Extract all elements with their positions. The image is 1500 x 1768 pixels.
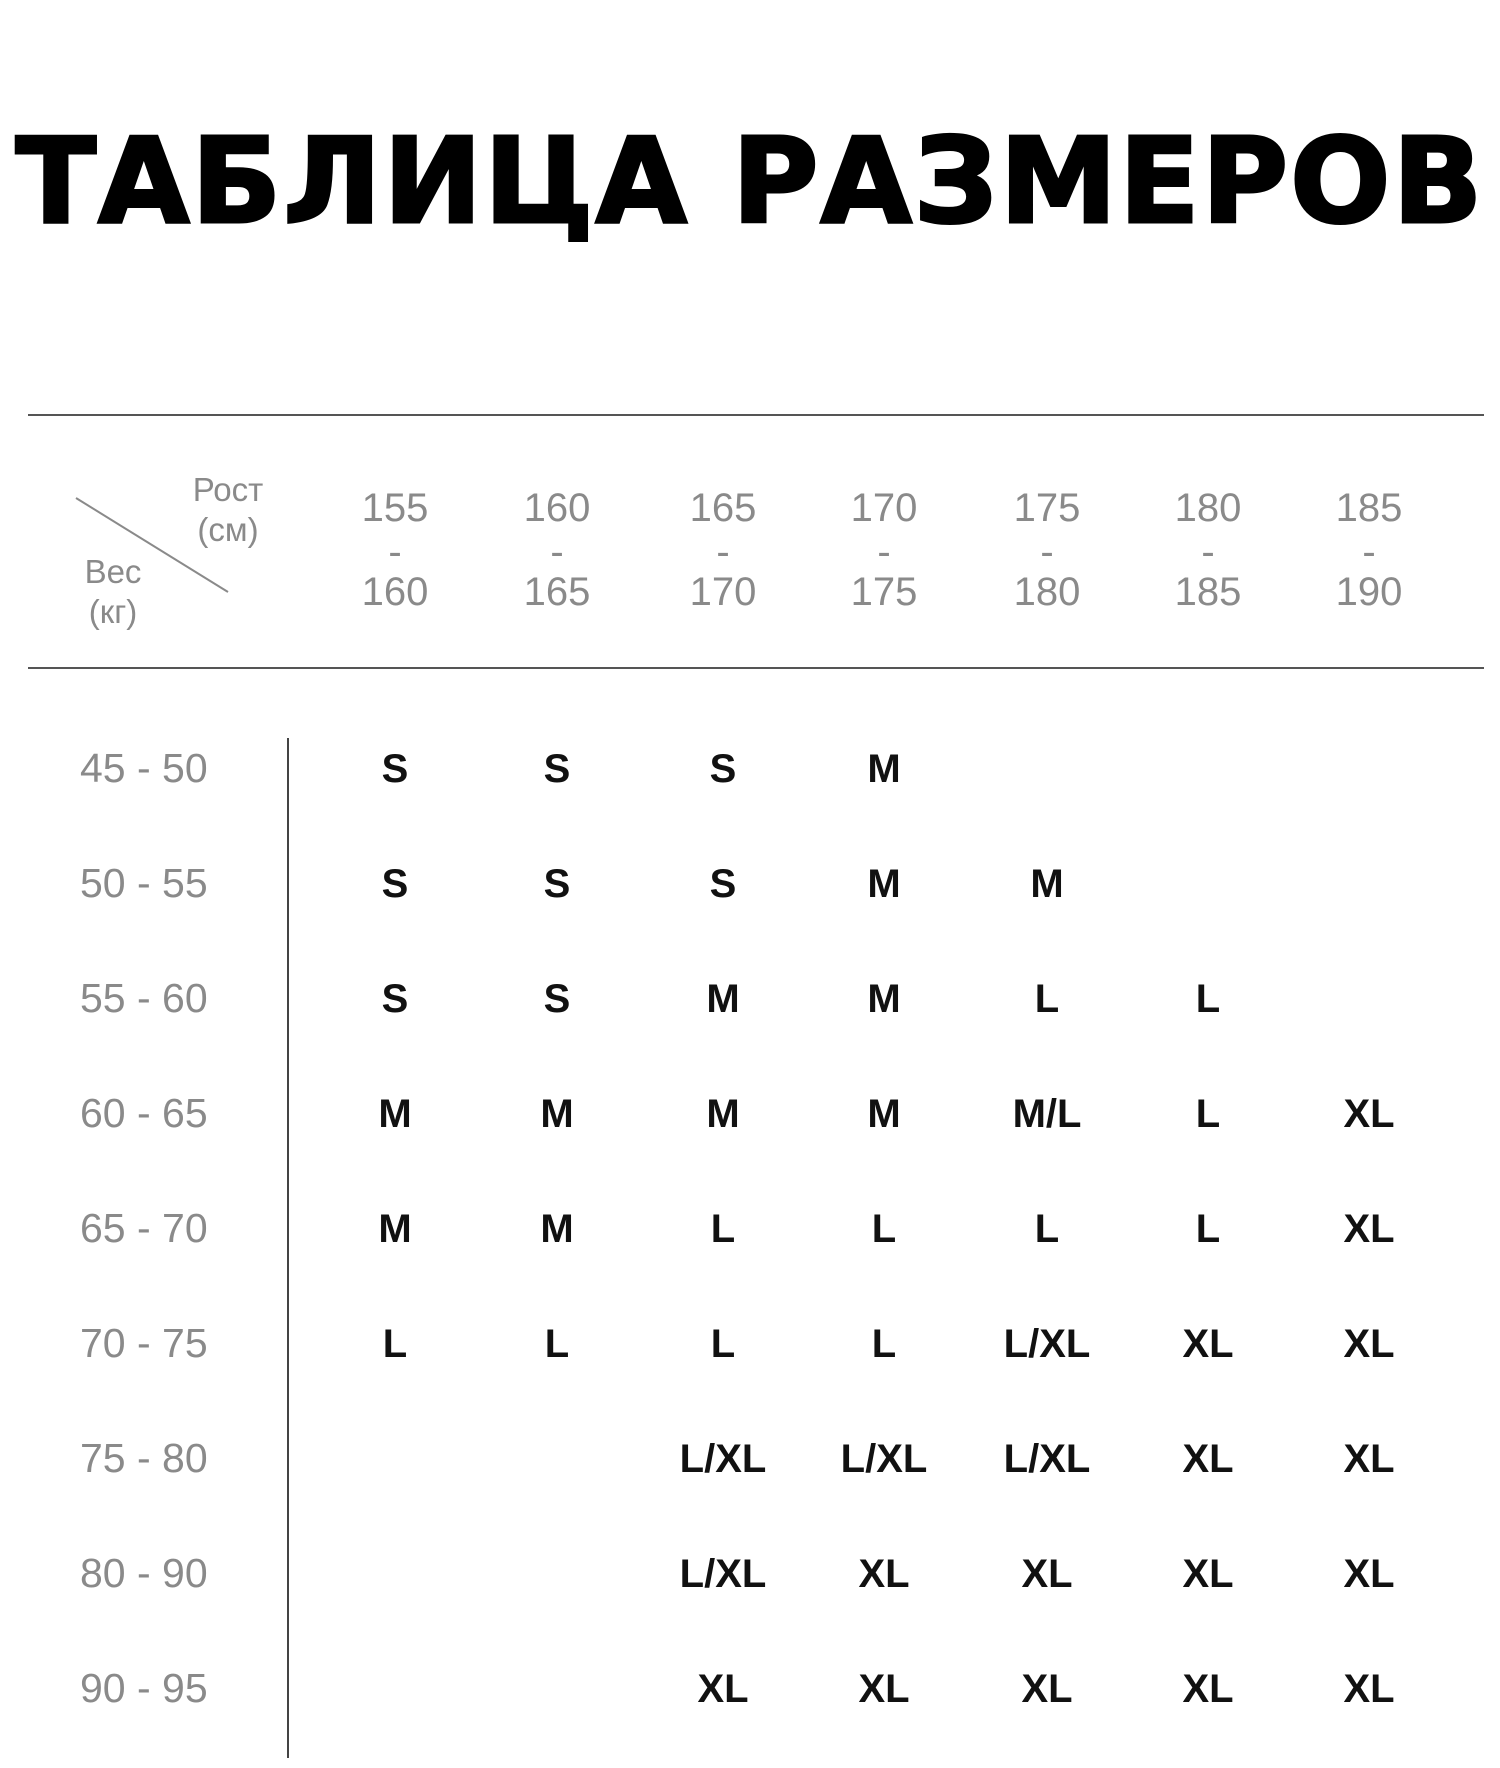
size-cell: XL	[1182, 1667, 1234, 1711]
weight-unit: (кг)	[88, 592, 138, 630]
size-cell: XL	[1021, 1552, 1073, 1596]
height-to: 170	[689, 570, 757, 614]
size-cell: L	[871, 1207, 897, 1251]
height-label: Рост	[192, 471, 264, 508]
size-cell: L	[544, 1322, 570, 1366]
size-cell: M/L	[1012, 1092, 1082, 1136]
size-cell: L	[1034, 977, 1060, 1021]
height-column-header	[1148, 488, 1268, 616]
height-column-header	[497, 488, 617, 616]
height-to: 190	[1335, 570, 1403, 614]
size-cell: M	[378, 1092, 412, 1136]
size-cell: S	[543, 747, 571, 791]
height-from: 175	[1013, 486, 1081, 530]
weight-label: Вес	[84, 553, 142, 590]
size-cell: XL	[1343, 1552, 1395, 1596]
size-cell: XL	[1343, 1207, 1395, 1251]
table-corner-header	[68, 470, 268, 630]
size-cell: XL	[1182, 1437, 1234, 1481]
size-cell: L/XL	[1003, 1437, 1091, 1481]
height-column-header	[663, 488, 783, 616]
size-cell: M	[867, 747, 901, 791]
size-cell: M	[706, 1092, 740, 1136]
height-to: 175	[850, 570, 918, 614]
size-cell: XL	[858, 1667, 910, 1711]
size-cell: XL	[1021, 1667, 1073, 1711]
size-cell: L/XL	[679, 1552, 767, 1596]
size-cell: M	[378, 1207, 412, 1251]
size-cell: L	[1034, 1207, 1060, 1251]
height-column-header	[1309, 488, 1429, 616]
height-to: 185	[1174, 570, 1242, 614]
height-column-header	[987, 488, 1107, 616]
height-unit: (см)	[197, 510, 259, 548]
size-cell: M	[867, 977, 901, 1021]
size-cell: L/XL	[679, 1437, 767, 1481]
size-cell: M	[540, 1207, 574, 1251]
size-cell: S	[381, 977, 409, 1021]
weight-row-label: 70 - 75	[80, 1320, 208, 1366]
height-separator: -	[1362, 530, 1376, 574]
height-separator: -	[1201, 530, 1215, 574]
height-from: 155	[361, 486, 429, 530]
size-cell: L	[710, 1322, 736, 1366]
size-cell: XL	[1343, 1437, 1395, 1481]
size-cell: M	[1030, 862, 1064, 906]
size-cell: XL	[1182, 1552, 1234, 1596]
height-column-header	[335, 488, 455, 616]
size-cell: S	[381, 747, 409, 791]
height-to: 165	[523, 570, 591, 614]
height-from: 165	[689, 486, 757, 530]
height-separator: -	[716, 530, 730, 574]
weight-row-label: 80 - 90	[80, 1550, 208, 1596]
height-separator: -	[388, 530, 402, 574]
weight-row-label: 60 - 65	[80, 1090, 208, 1136]
weight-row-label: 65 - 70	[80, 1205, 208, 1251]
size-cell: XL	[1182, 1322, 1234, 1366]
size-cell: L	[871, 1322, 897, 1366]
height-from: 170	[850, 486, 918, 530]
size-cell: L/XL	[1003, 1322, 1091, 1366]
size-cell: L	[1195, 1092, 1221, 1136]
size-cell: L	[1195, 977, 1221, 1021]
size-cell: S	[543, 977, 571, 1021]
weight-axis-label	[68, 552, 158, 631]
size-cell: S	[543, 862, 571, 906]
size-cell: M	[867, 1092, 901, 1136]
height-separator: -	[877, 530, 891, 574]
row-label-divider	[287, 738, 289, 1758]
size-cell: S	[709, 747, 737, 791]
size-cell: L	[710, 1207, 736, 1251]
height-to: 180	[1013, 570, 1081, 614]
weight-row-label: 50 - 55	[80, 860, 208, 906]
page-title: ТАБЛИЦА РАЗМЕРОВ	[15, 112, 1485, 250]
weight-row-label: 90 - 95	[80, 1665, 208, 1711]
size-cell: XL	[1343, 1322, 1395, 1366]
height-axis-label	[168, 470, 288, 549]
size-cell: XL	[858, 1552, 910, 1596]
size-cell: S	[709, 862, 737, 906]
weight-row-label: 55 - 60	[80, 975, 208, 1021]
size-cell: M	[706, 977, 740, 1021]
size-cell: XL	[1343, 1667, 1395, 1711]
header-top-divider	[28, 414, 1484, 416]
size-cell: L	[1195, 1207, 1221, 1251]
size-cell: M	[867, 862, 901, 906]
height-to: 160	[361, 570, 429, 614]
size-cell: L/XL	[840, 1437, 928, 1481]
weight-row-label: 45 - 50	[80, 745, 208, 791]
height-from: 185	[1335, 486, 1403, 530]
size-cell: M	[540, 1092, 574, 1136]
size-cell: L	[382, 1322, 408, 1366]
size-cell: XL	[1343, 1092, 1395, 1136]
height-from: 160	[523, 486, 591, 530]
header-bottom-divider	[28, 667, 1484, 669]
height-column-header	[824, 488, 944, 616]
height-from: 180	[1174, 486, 1242, 530]
size-cell: XL	[697, 1667, 749, 1711]
height-separator: -	[550, 530, 564, 574]
weight-row-label: 75 - 80	[80, 1435, 208, 1481]
size-cell: S	[381, 862, 409, 906]
height-separator: -	[1040, 530, 1054, 574]
